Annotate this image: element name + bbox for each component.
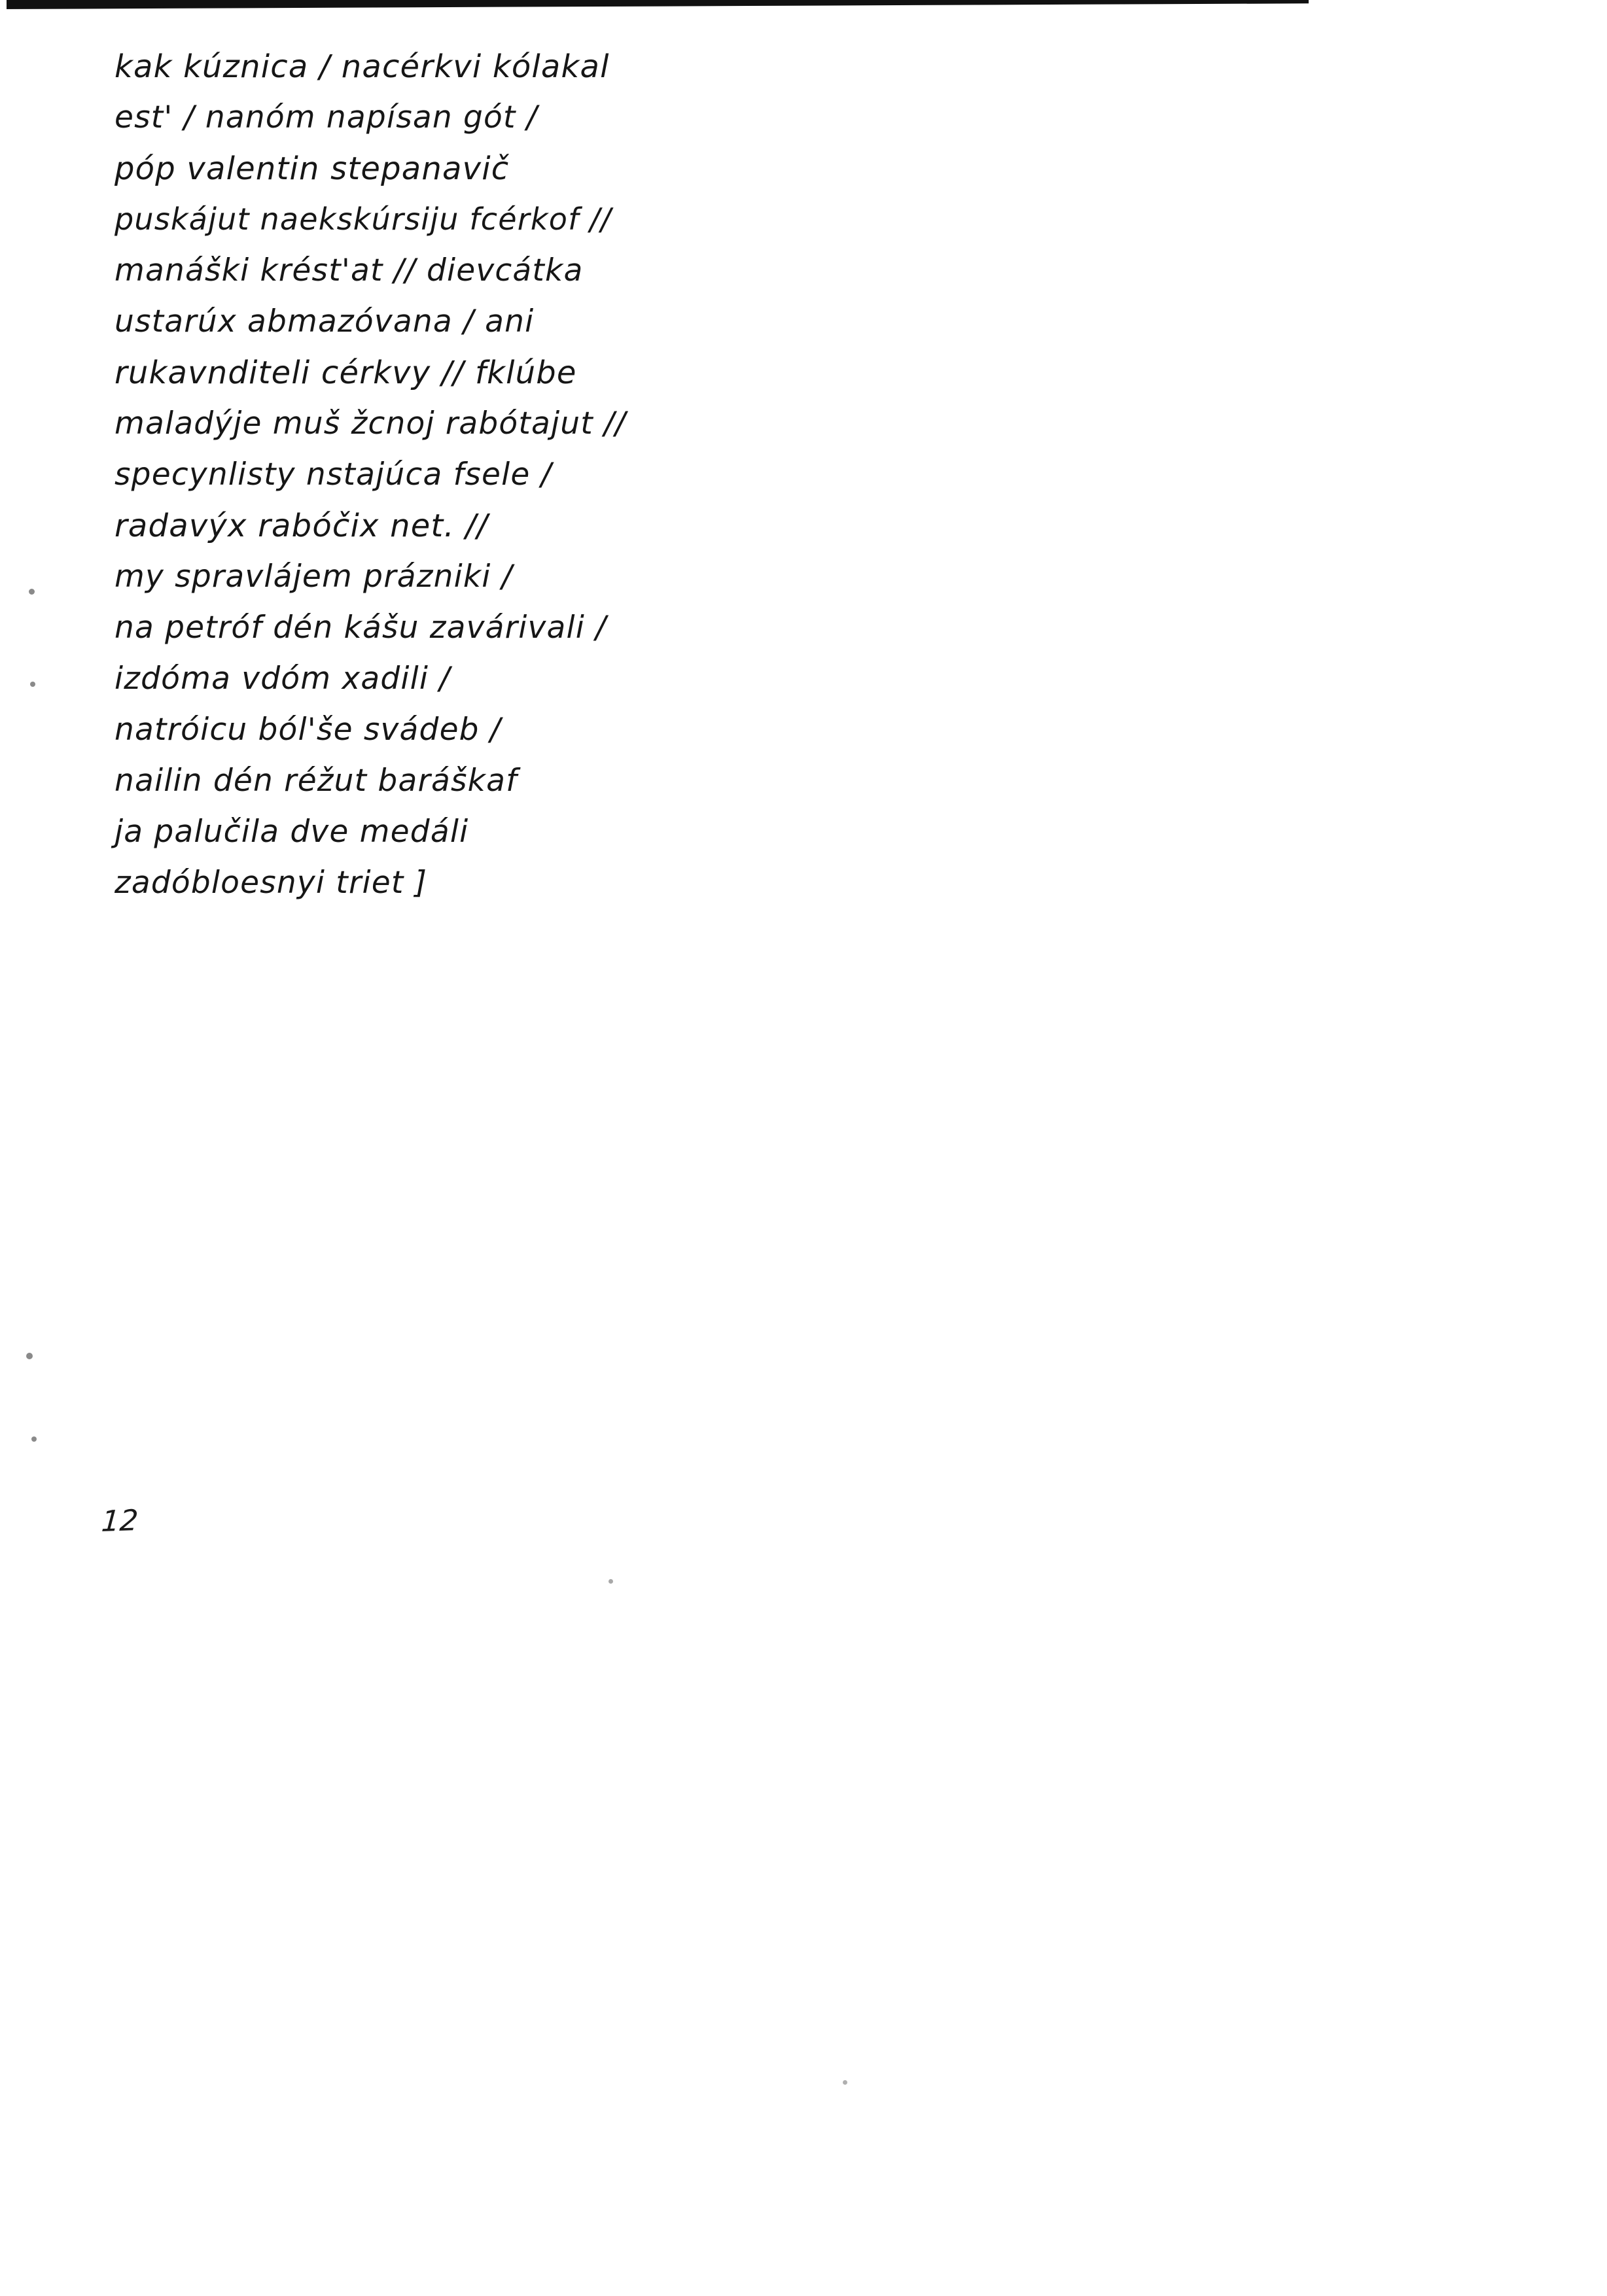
handwritten-line-text: zadóbloesnyi triet ] xyxy=(115,865,428,901)
page-number: 12 xyxy=(100,1503,139,1539)
handwritten-line-text: rukavnditeli cérkvy // fklúbe xyxy=(115,355,577,391)
handwritten-line xyxy=(115,867,1266,918)
handwritten-line-text: natróicu ból'še svádeb / xyxy=(115,712,501,748)
handwritten-line xyxy=(115,714,1266,765)
handwritten-line-text: maladýje muš žcnoj rabótajut // xyxy=(115,406,627,442)
handwritten-line xyxy=(115,816,1266,867)
handwritten-line xyxy=(115,459,1266,510)
handwritten-line xyxy=(115,306,1266,357)
handwritten-line-text: my spravlájem prázniki / xyxy=(115,559,513,595)
handwritten-line xyxy=(115,48,1266,102)
handwritten-line-text: na petróf dén kášu zavárivali / xyxy=(115,610,607,646)
handwritten-line xyxy=(115,510,1266,561)
scan-speck xyxy=(609,1579,613,1584)
scan-top-edge xyxy=(0,0,1309,9)
handwritten-line-text: est' / nanóm napísan gót / xyxy=(115,99,538,135)
handwritten-line-text: puskájut naekskúrsiju fcérkof // xyxy=(115,201,612,237)
scan-speck xyxy=(30,682,35,687)
handwritten-line xyxy=(115,252,1266,306)
handwritten-line-text: specynlisty nstajúca fsele / xyxy=(115,457,552,493)
handwritten-line-text: ja palučila dve medáli xyxy=(115,814,469,850)
handwritten-line xyxy=(115,357,1266,408)
handwritten-line-text: ustarúx abmazóvana / ani xyxy=(115,304,535,339)
scan-speck xyxy=(26,1353,33,1359)
handwritten-line xyxy=(115,663,1266,714)
scan-left-edge xyxy=(0,0,7,2296)
handwritten-line xyxy=(115,408,1266,459)
handwritten-line xyxy=(115,765,1266,816)
handwritten-text-block xyxy=(115,48,1266,918)
handwritten-line-text: póp valentin stepanavič xyxy=(115,150,510,187)
handwritten-line xyxy=(115,201,1266,255)
handwritten-line-text: kak kúznica / nacérkvi kólakal xyxy=(115,48,610,85)
handwritten-line-text: nailin dén réžut baráškaf xyxy=(115,763,518,799)
handwritten-line xyxy=(115,99,1266,153)
handwritten-line xyxy=(115,150,1266,204)
scan-speck xyxy=(843,2080,847,2085)
handwritten-line xyxy=(115,612,1266,663)
handwritten-line-text: izdóma vdóm xadili / xyxy=(115,661,451,697)
scan-right-margin xyxy=(1319,0,1607,2296)
handwritten-line-text: radavýx rabóčix net. // xyxy=(115,508,489,544)
handwritten-line-text: manáški krést'at // dievcátka xyxy=(115,252,584,288)
scan-speck xyxy=(31,1436,37,1442)
scan-speck xyxy=(29,589,35,595)
handwritten-line xyxy=(115,561,1266,612)
